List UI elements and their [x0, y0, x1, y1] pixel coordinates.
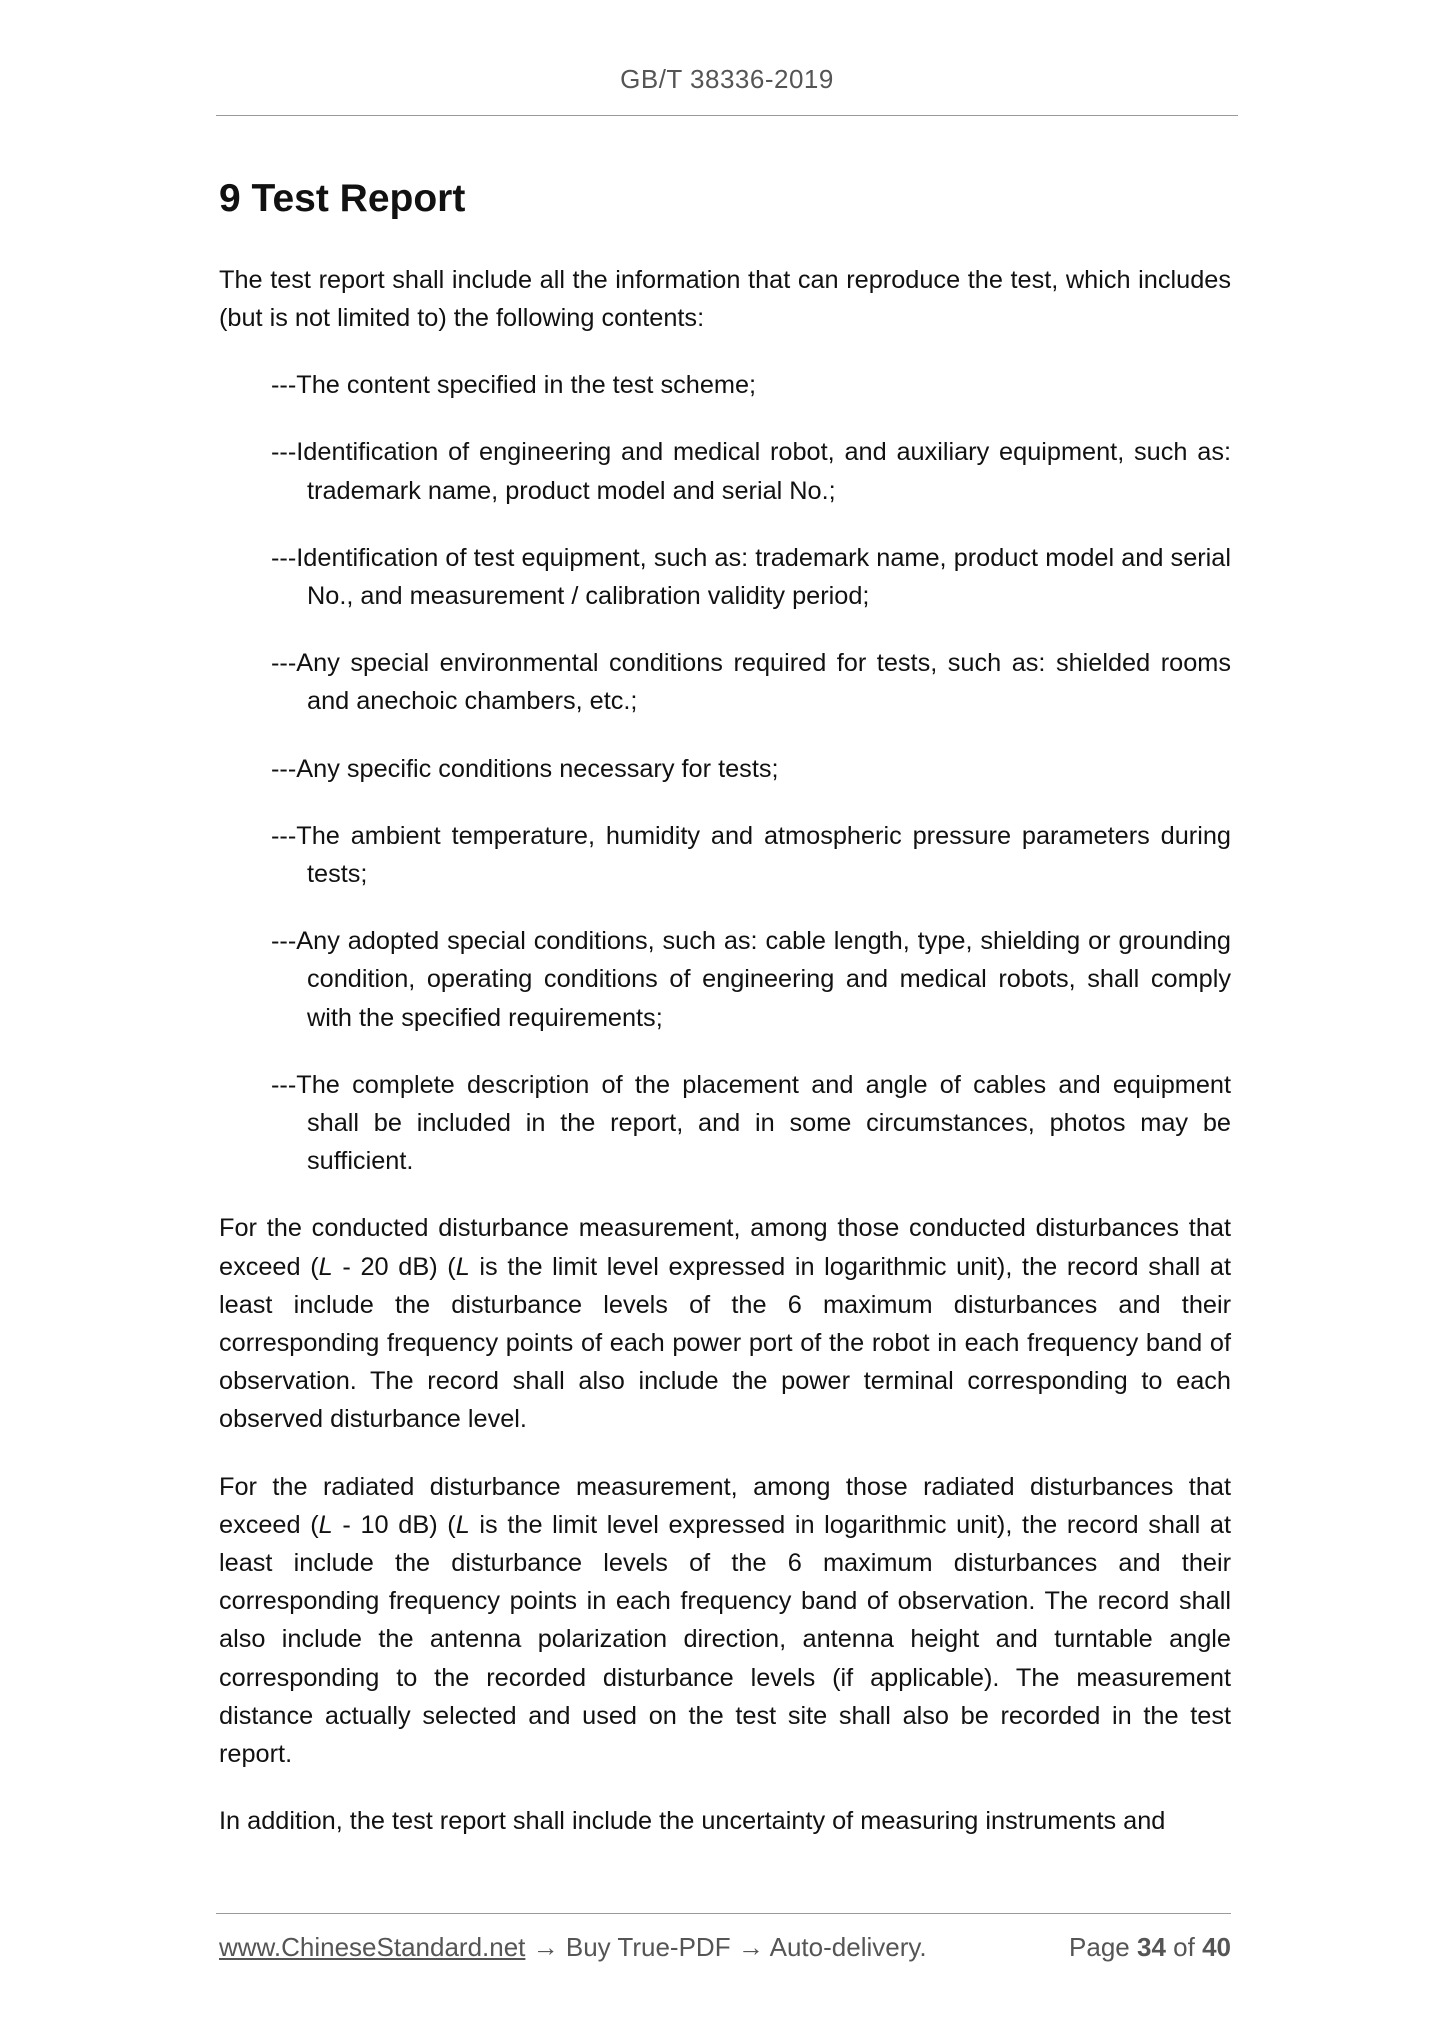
radiated-text-2: - 10 dB) ( — [332, 1510, 456, 1539]
footer-divider — [216, 1913, 1231, 1914]
website-link[interactable]: www.ChineseStandard.net — [219, 1932, 526, 1962]
arrow-right-icon: → — [532, 1932, 559, 1962]
list-item: ---Identification of engineering and medical robot, and auxiliary equipment, such as: trademark name, product model and serial No.; — [271, 438, 1231, 505]
delivery-text: Auto-delivery. — [769, 1932, 927, 1962]
conducted-disturbance-paragraph — [219, 1209, 1231, 1438]
arrow-right-icon: → — [737, 1932, 764, 1962]
buy-text: Buy True-PDF — [565, 1932, 731, 1962]
total-pages: 40 — [1202, 1932, 1231, 1962]
radiated-disturbance-paragraph — [219, 1468, 1231, 1774]
page-footer — [219, 1932, 1231, 1963]
footer-promo — [219, 1932, 927, 1963]
list-item: ---The complete description of the placement and angle of cables and equipment shall be included in the report, and in some circumstances, photos may be sufficient. — [271, 1070, 1231, 1176]
document-content — [219, 170, 1231, 1841]
header-divider — [216, 115, 1238, 116]
section-title: 9 Test Report — [219, 177, 466, 220]
page-label: Page — [1069, 1932, 1130, 1962]
radiated-text-1: For the radiated disturbance measurement, among those radiated disturbances that exceed ( — [219, 1472, 1231, 1539]
list-item: ---Identification of test equipment, such as: trademark name, product model and serial No., and measurement / calibration validity period; — [271, 543, 1231, 611]
intro-paragraph: The test report shall include all the information that can reproduce the test, which includes (but is not limited to) the following contents: — [219, 265, 1231, 332]
list-item: ---The ambient temperature, humidity and atmospheric pressure parameters during tests; — [271, 821, 1231, 889]
limit-symbol: L — [455, 1510, 470, 1539]
conducted-text-1: For the conducted disturbance measurement, among those conducted disturbances that exceed ( — [219, 1214, 1231, 1281]
conducted-text-2: - 20 dB) ( — [332, 1252, 456, 1281]
limit-symbol: L — [318, 1510, 333, 1539]
conducted-text-3: is the limit level expressed in logarithmic unit), the record shall at least include the disturbance levels of the 6 maximum disturbances and their corresponding frequency points of each power port of the robot in each frequency band of observation. The record shall also include the power terminal corresponding to each observed disturbance level. — [219, 1252, 1231, 1434]
list-item: ---Any special environmental conditions required for tests, such as: shielded rooms and anechoic chambers, etc.; — [271, 649, 1231, 716]
of-label: of — [1173, 1932, 1195, 1962]
current-page: 34 — [1137, 1932, 1166, 1962]
list-item: ---Any specific conditions necessary for tests; — [271, 754, 779, 783]
page-number — [1069, 1932, 1231, 1963]
radiated-text-3: is the limit level expressed in logarithmic unit), the record shall at least include the disturbance levels of the 6 maximum disturbances and their corresponding frequency points in each frequency band of observation. The record shall also include the antenna polarization direction, antenna height and turntable angle corresponding to the recorded disturbance levels (if applicable). The measurement distance actually selected and used on the test site shall also be recorded in the test report. — [219, 1510, 1231, 1769]
page-header-standard-code: GB/T 38336-2019 — [620, 64, 834, 94]
addition-paragraph: In addition, the test report shall include the uncertainty of measuring instruments and — [219, 1807, 1166, 1836]
limit-symbol: L — [318, 1252, 333, 1281]
limit-symbol: L — [455, 1252, 470, 1281]
list-item: ---The content specified in the test scheme; — [271, 371, 757, 400]
list-item: ---Any adopted special conditions, such as: cable length, type, shielding or grounding condition, operating conditions of engineering and medical robots, shall comply with the specified requirements; — [271, 927, 1231, 1032]
